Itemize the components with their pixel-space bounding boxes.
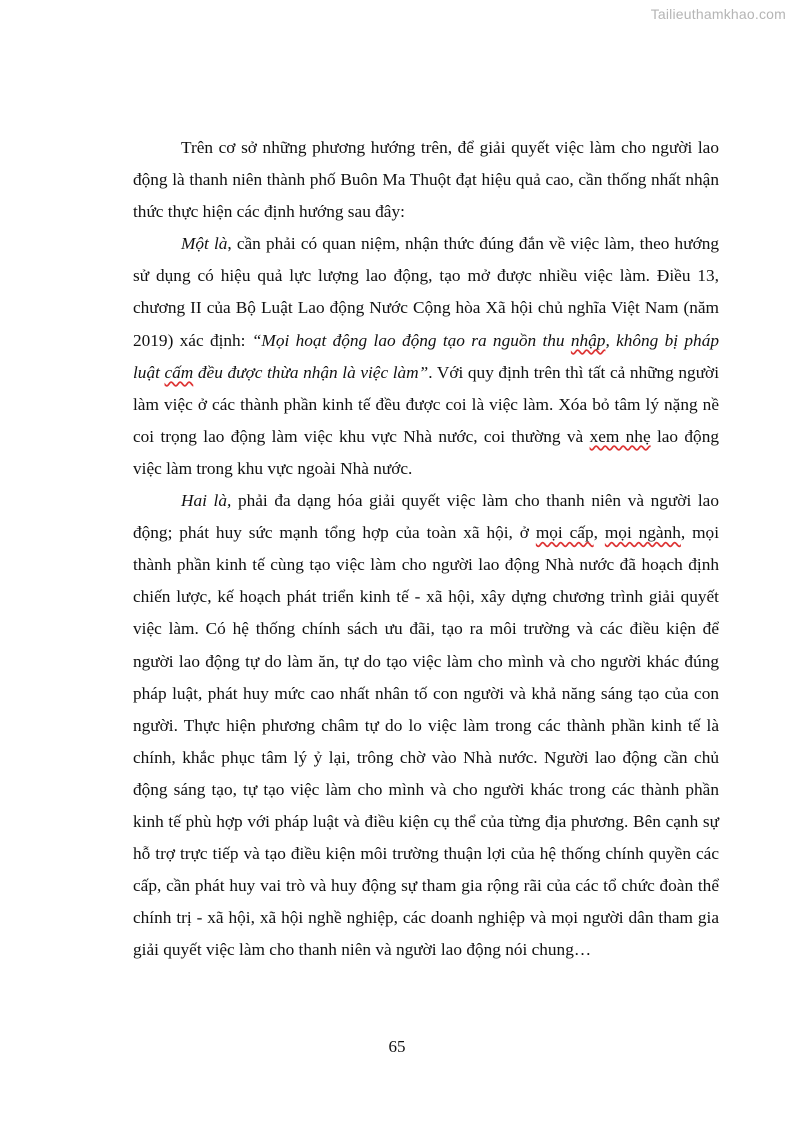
hai-la-moi-cap: mọi cấp	[535, 523, 594, 543]
quote-part-1: “Mọi hoạt động lao động tạo ra nguồn thu	[251, 330, 571, 350]
quote-part-nhap: nhập	[570, 330, 606, 350]
quote-part-cam: cấm	[164, 362, 194, 382]
document-body	[133, 132, 719, 966]
hai-la-comma: ,	[593, 523, 605, 543]
quote-part-2: , không bị pháp luật	[133, 330, 719, 382]
hai-la-text: phải đa dạng hóa giải quyết việc làm cho thanh niên và người lao động; phát huy sức mạnh tổng hợp của toàn xã hội, ở	[133, 491, 719, 543]
mot-la-xem-nhe: xem nhẹ	[589, 426, 651, 446]
mot-la-text: , cần phải có quan niệm, nhận thức đúng đắn về việc làm, theo hướng sử dụng có hiệu quả lực lượng lao động, tạo mở được nhiều việc làm. Điều 13, chương II của Bộ Luật Lao động Nước Cộng hòa Xã hội chủ nghĩa Việt Nam (năm 2019) xác định:	[133, 234, 719, 350]
mot-la-text-2: . Với quy định trên thì tất cả những người làm việc ở các thành phần kinh tế đều được coi là việc làm. Xóa bỏ tâm lý nặng nề coi trọng lao động làm việc khu vực Nhà nước, coi thường và	[133, 362, 719, 446]
paragraph-hai-la	[133, 485, 719, 966]
hai-la-text-2: , mọi thành phần kinh tế cùng tạo việc làm cho người lao động Nhà nước đã hoạch định chiến lược, kế hoạch phát triển kinh tế - xã hội, xây dựng chương trình giải quyết việc làm. Có hệ thống chính sách ưu đãi, tạo ra môi trường và các điều kiện để người lao động tự do làm ăn, tự do tạo việc làm cho mình và cho người khác đúng pháp luật, phát huy mức cao nhất nhân tố con người và khả năng sáng tạo của con người. Thực hiện phương châm tự do lo việc làm trong các thành phần kinh tế là chính, khắc phục tâm lý ỷ lại, trông chờ vào Nhà nước. Người lao động cần chủ động sáng tạo, tự tạo việc làm cho mình và cho người khác trong các thành phần kinh tế phù hợp với pháp luật và điều kiện cụ thể của từng địa phương. Bên cạnh sự hỗ trợ trực tiếp và tạo điều kiện môi trường thuận lợi của hệ thống chính quyền các cấp, cần phát huy vai trò và huy động sự tham gia rộng rãi của các tổ chức đoàn thể chính trị - xã hội, xã hội nghề nghiệp, các doanh nghiệp và mọi người dân tham gia giải quyết việc làm cho thanh niên và người lao động nói chung…	[133, 523, 720, 960]
page-number: 65	[388, 1037, 406, 1056]
quote-part-3: đều được thừa nhận là việc làm”	[193, 362, 429, 382]
mot-la-text-3: lao động việc làm trong khu vực ngoài Nhà nước.	[133, 426, 719, 478]
watermark: Tailieuthamkhao.com	[650, 6, 786, 22]
hai-la-label: Hai là,	[181, 491, 232, 511]
paragraph-mot-la	[133, 228, 719, 485]
paragraph-intro: Trên cơ sở những phương hướng trên, để giải quyết việc làm cho người lao động là thanh niên thành phố Buôn Ma Thuột đạt hiệu quả cao, cần thống nhất nhận thức thực hiện các định hướng sau đây:	[133, 138, 719, 222]
hai-la-moi-nganh: mọi ngành	[604, 523, 681, 543]
mot-la-label: Một là	[181, 234, 228, 254]
